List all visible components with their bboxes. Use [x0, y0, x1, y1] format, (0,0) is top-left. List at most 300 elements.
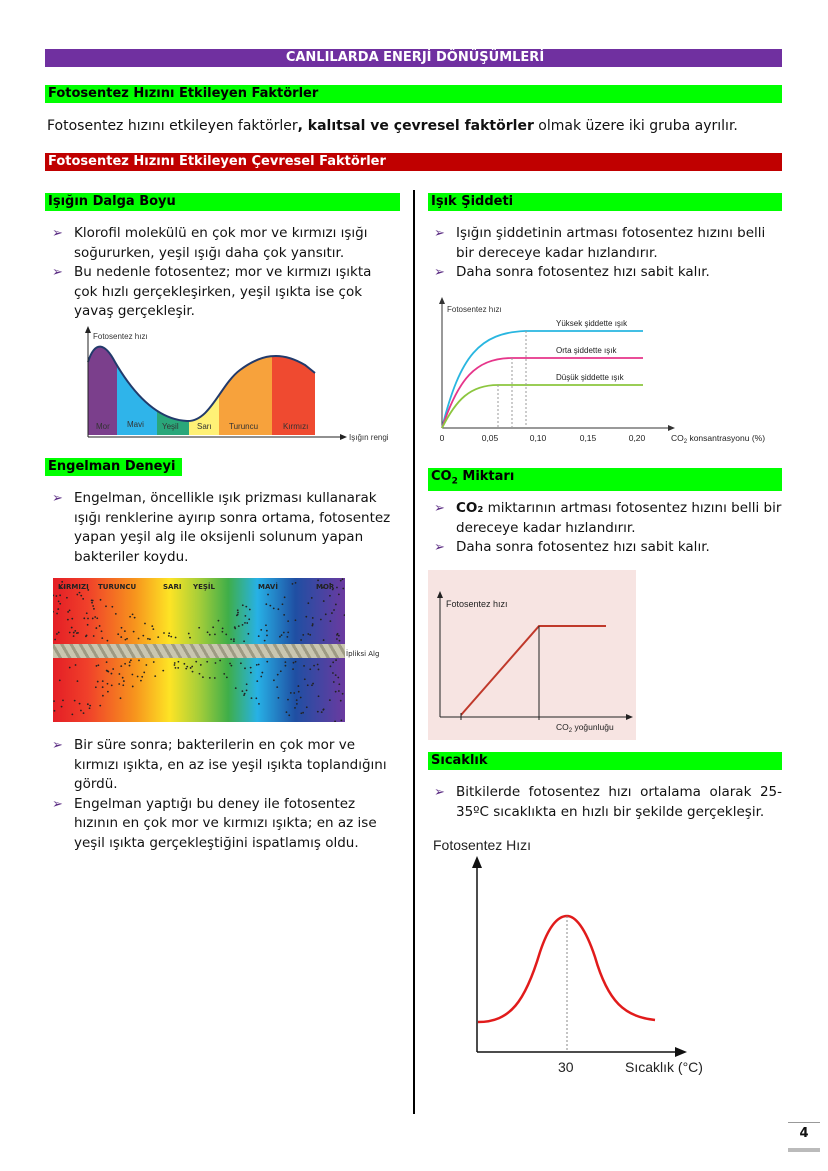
- bacterium-dot: [222, 627, 224, 629]
- bacterium-dot: [305, 616, 307, 618]
- bacterium-dot: [55, 595, 57, 597]
- bacterium-dot: [185, 668, 187, 670]
- x-axis-label: $CO_2$ yoğunluğu: [556, 722, 614, 734]
- bacterium-dot: [175, 667, 177, 669]
- bacterium-dot: [234, 626, 236, 628]
- bacterium-dot: [77, 680, 79, 682]
- bacterium-dot: [95, 627, 97, 629]
- x-axis-label: Sıcaklık (°C): [625, 1059, 703, 1075]
- bacterium-dot: [287, 699, 289, 701]
- y-axis-label: Fotosentez hızı: [93, 332, 148, 341]
- list-item: ➢ Daha sonra fotosentez hızı sabit kalır.: [430, 263, 782, 283]
- bacterium-dot: [214, 677, 216, 679]
- bacterium-dot: [121, 627, 123, 629]
- bacterium-dot: [290, 692, 292, 694]
- bacterium-dot: [111, 684, 113, 686]
- column-divider: [413, 190, 415, 1114]
- bacterium-dot: [337, 677, 339, 679]
- bacterium-dot: [285, 665, 287, 667]
- bacterium-dot: [332, 661, 334, 663]
- bacterium-dot: [96, 617, 98, 619]
- engelman-title: Engelman Deneyi: [45, 458, 182, 476]
- bacterium-dot: [284, 596, 286, 598]
- bacterium-dot: [198, 627, 200, 629]
- list-item: ➢ Klorofil molekülü en çok mor ve kırmızı ışığı soğururken, yeşil ışığı daha çok yansıtır.: [52, 225, 368, 261]
- bacterium-dot: [309, 668, 311, 670]
- bacterium-dot: [338, 690, 340, 692]
- bacterium-dot: [126, 638, 128, 640]
- bacterium-dot: [330, 665, 332, 667]
- bacterium-dot: [59, 603, 61, 605]
- bacterium-dot: [335, 659, 337, 661]
- bacterium-dot: [54, 710, 56, 712]
- bacterium-dot: [240, 662, 242, 664]
- bacterium-dot: [77, 632, 79, 634]
- bacterium-dot: [246, 690, 248, 692]
- x-tick: 0,15: [579, 433, 597, 443]
- section-title-factors: Fotosentez Hızını Etkileyen Faktörler: [45, 85, 782, 103]
- bacterium-dot: [260, 629, 262, 631]
- bacterium-dot: [298, 691, 300, 693]
- bacterium-dot: [303, 665, 305, 667]
- bacterium-dot: [69, 667, 71, 669]
- bacterium-dot: [244, 693, 246, 695]
- bacterium-dot: [183, 663, 185, 665]
- bacterium-dot: [178, 661, 180, 663]
- wavelength-chart: [80, 325, 400, 450]
- bacterium-dot: [312, 617, 314, 619]
- bacterium-dot: [273, 607, 275, 609]
- bacterium-dot: [233, 640, 235, 642]
- bacterium-dot: [318, 669, 320, 671]
- bacterium-dot: [215, 662, 217, 664]
- bacterium-dot: [120, 665, 122, 667]
- bacterium-dot: [140, 680, 142, 682]
- light-intensity-chart: [430, 295, 790, 450]
- bacterium-dot: [323, 639, 325, 641]
- bacterium-dot: [340, 719, 342, 721]
- bacterium-dot: [83, 712, 85, 714]
- bacterium-dot: [56, 613, 58, 615]
- peak-tick: 30: [558, 1059, 574, 1075]
- bacterium-dot: [67, 611, 69, 613]
- bacterium-dot: [296, 699, 298, 701]
- bacterium-dot: [58, 632, 60, 634]
- engelman-spectrum-figure: [53, 578, 345, 722]
- bacterium-dot: [338, 593, 340, 595]
- bacterium-dot: [89, 705, 91, 707]
- bacterium-dot: [300, 697, 302, 699]
- list-item: ➢ CO₂ miktarının artması fotosentez hızını belli bir dereceye kadar hızlandırır.: [434, 500, 782, 536]
- bacterium-dot: [269, 605, 271, 607]
- bacterium-dot: [174, 664, 176, 666]
- bacterium-dot: [200, 664, 202, 666]
- bacterium-dot: [287, 620, 289, 622]
- bacterium-dot: [283, 632, 285, 634]
- bacterium-dot: [53, 595, 54, 597]
- bacterium-dot: [258, 703, 260, 705]
- bacterium-dot: [83, 617, 85, 619]
- bacterium-dot: [61, 706, 63, 708]
- bacterium-dot: [288, 714, 290, 716]
- bacterium-dot: [89, 707, 91, 709]
- bacterium-dot: [242, 604, 244, 606]
- bacterium-dot: [132, 686, 134, 688]
- bacterium-dot: [102, 680, 104, 682]
- bacterium-dot: [131, 674, 133, 676]
- bacterium-dot: [134, 617, 136, 619]
- temperature-chart: [430, 832, 730, 1082]
- bacterium-dot: [144, 623, 146, 625]
- temperature-title: Sıcaklık: [428, 752, 782, 770]
- bacterium-dot: [74, 700, 76, 702]
- bacterium-dot: [141, 676, 143, 678]
- bacterium-dot: [62, 699, 64, 701]
- page-number-underline: [788, 1148, 820, 1152]
- bacterium-dot: [206, 661, 208, 663]
- bacterium-dot: [87, 703, 89, 705]
- bacterium-dot: [75, 664, 77, 666]
- bacterium-dot: [132, 613, 134, 615]
- bacterium-dot: [189, 637, 191, 639]
- bacterium-dot: [331, 612, 333, 614]
- page-header: CANLILARDA ENERJİ DÖNÜŞÜMLERİ: [45, 49, 782, 67]
- bacterium-dot: [258, 664, 260, 666]
- bacterium-dot: [69, 632, 71, 634]
- bacterium-dot: [255, 697, 257, 699]
- bacterium-dot: [69, 609, 71, 611]
- bacterium-dot: [332, 672, 334, 674]
- x-axis-label: Işığın rengi: [349, 433, 389, 442]
- bacterium-dot: [246, 622, 248, 624]
- bacterium-dot: [142, 635, 144, 637]
- bacterium-dot: [107, 691, 109, 693]
- bacterium-dot: [99, 705, 101, 707]
- bacterium-dot: [241, 690, 243, 692]
- bacterium-dot: [266, 635, 268, 637]
- bacterium-dot: [300, 639, 302, 641]
- arrow-bullet-icon: ➢: [434, 540, 445, 555]
- bacterium-dot: [120, 697, 122, 699]
- bacterium-dot: [247, 633, 249, 635]
- bacterium-dot: [199, 673, 201, 675]
- bacterium-dot: [80, 595, 82, 597]
- series-label-high: Yüksek şiddette ışık: [556, 319, 628, 328]
- bacterium-dot: [237, 609, 239, 611]
- bacterium-dot: [283, 614, 285, 616]
- bacterium-dot: [309, 634, 311, 636]
- bacterium-dot: [279, 636, 281, 638]
- bacterium-dot: [329, 699, 331, 701]
- bacterium-dot: [244, 667, 246, 669]
- bacterium-dot: [338, 683, 340, 685]
- list-item: ➢ Bir süre sonra; bakterilerin en çok mor ve kırmızı ışıkta, en az ise yeşil ışıkta toplandığını gördü.: [52, 737, 387, 792]
- bacterium-dot: [296, 703, 298, 705]
- bacterium-dot: [244, 622, 246, 624]
- bacterium-dot: [95, 686, 97, 688]
- bacterium-dot: [147, 638, 149, 640]
- bacterium-dot: [122, 677, 124, 679]
- bacterium-dot: [321, 711, 323, 713]
- bacterium-dot: [334, 721, 336, 722]
- bacterium-dot: [317, 711, 319, 713]
- bacterium-dot: [249, 609, 251, 611]
- bacterium-dot: [276, 686, 278, 688]
- bacterium-dot: [307, 602, 309, 604]
- bacterium-dot: [122, 684, 124, 686]
- bacterium-dot: [74, 630, 76, 632]
- page-number: 4: [788, 1122, 820, 1152]
- bacterium-dot: [286, 711, 288, 713]
- intro-pre: Fotosentez hızını etkileyen faktörler: [47, 118, 298, 134]
- bacterium-dot: [209, 677, 211, 679]
- x-tick: 0,10: [529, 433, 547, 443]
- bacterium-dot: [260, 676, 262, 678]
- bacterium-dot: [266, 630, 268, 632]
- bacterium-dot: [256, 680, 258, 682]
- bacterium-dot: [340, 700, 342, 702]
- bacterium-dot: [284, 661, 286, 663]
- list-item: ➢ Daha sonra fotosentez hızı sabit kalır.: [430, 538, 782, 558]
- list-item: ➢ Bitkilerde fotosentez hızı ortalama olarak 25-35ºC sıcaklıkta en hızlı bir şekilde gerçekleşir.: [434, 784, 782, 820]
- bacterium-dot: [212, 626, 214, 628]
- bacterium-dot: [71, 713, 73, 715]
- bacterium-dot: [339, 640, 341, 642]
- bacterium-dot: [115, 613, 117, 615]
- bacterium-dot: [157, 636, 159, 638]
- bacterium-dot: [243, 640, 245, 642]
- arrow-bullet-icon: ➢: [52, 738, 63, 753]
- bacterium-dot: [265, 624, 267, 626]
- bacterium-dot: [248, 618, 250, 620]
- bacterium-dot: [168, 635, 170, 637]
- bacterium-dot: [145, 664, 147, 666]
- bacterium-dot: [294, 707, 296, 709]
- bacterium-dot: [258, 635, 260, 637]
- bacterium-dot: [335, 604, 337, 606]
- bacterium-dot: [191, 666, 193, 668]
- bacterium-dot: [261, 672, 263, 674]
- bacterium-dot: [91, 602, 93, 604]
- bacterium-dot: [338, 635, 340, 637]
- bacterium-dot: [170, 636, 172, 638]
- bacterium-dot: [73, 635, 75, 637]
- co2-title: $CO_2$ Miktarı: [428, 468, 782, 491]
- bacterium-dot: [118, 673, 120, 675]
- bacterium-dot: [138, 638, 140, 640]
- bacterium-dot: [154, 675, 156, 677]
- bacterium-dot: [273, 679, 275, 681]
- bacterium-dot: [312, 623, 314, 625]
- x-tick: 0,20: [628, 433, 646, 443]
- bacterium-dot: [137, 676, 139, 678]
- bacterium-dot: [129, 616, 131, 618]
- bacterium-dot: [295, 661, 297, 663]
- bacterium-dot: [107, 683, 109, 685]
- y-axis-label: Fotosentez hızı: [446, 599, 508, 609]
- bacterium-dot: [317, 664, 319, 666]
- bacterium-dot: [93, 608, 95, 610]
- bacterium-dot: [302, 712, 304, 714]
- bacterium-dot: [295, 619, 297, 621]
- bacterium-dot: [91, 599, 93, 601]
- bacterium-dot: [175, 637, 177, 639]
- bacterium-dot: [287, 631, 289, 633]
- arrow-bullet-icon: ➢: [434, 785, 445, 800]
- bacterium-dot: [340, 580, 342, 582]
- bacterium-dot: [304, 678, 306, 680]
- bacterium-dot: [322, 709, 324, 711]
- bacterium-dot: [267, 594, 269, 596]
- bacterium-dot: [66, 597, 68, 599]
- bacterium-dot: [230, 638, 232, 640]
- x-tick: 0,05: [481, 433, 499, 443]
- bacteria-dots: [53, 578, 345, 722]
- bacterium-dot: [153, 661, 155, 663]
- bacterium-dot: [86, 612, 88, 614]
- bacterium-dot: [281, 634, 283, 636]
- bacterium-dot: [93, 635, 95, 637]
- bacterium-dot: [143, 672, 145, 674]
- bacterium-dot: [53, 611, 54, 613]
- bacterium-dot: [244, 615, 246, 617]
- bacterium-dot: [226, 676, 228, 678]
- engelman-bullets-2: [48, 736, 400, 853]
- list-item: ➢ Engelman, öncellikle ışık prizması kullanarak ışığı renklerine ayırıp sonra ortama, fotosentez yapan yeşil alg ile oksijenli solunum yapan bakteriler koydu.: [52, 490, 391, 565]
- bacterium-dot: [152, 628, 154, 630]
- bacterium-dot: [195, 661, 197, 663]
- bacterium-dot: [342, 693, 344, 695]
- arrow-bullet-icon: ➢: [52, 265, 63, 280]
- bacterium-dot: [80, 710, 82, 712]
- bacterium-dot: [101, 630, 103, 632]
- bacterium-dot: [333, 681, 335, 683]
- bacterium-dot: [307, 684, 309, 686]
- bacterium-dot: [302, 634, 304, 636]
- bacterium-dot: [320, 619, 322, 621]
- x-axis-label: $CO_2$ konsantrasyonu (%): [671, 433, 766, 445]
- co2-chart: [428, 570, 636, 740]
- bacterium-dot: [245, 606, 247, 608]
- co2-bullets: [430, 499, 782, 558]
- arrow-bullet-icon: ➢: [434, 226, 445, 241]
- list-item: ➢ Engelman yaptığı bu deney ile fotosentez hızının en çok mor ve kırmızı ışıkta; en az ise yeşil ışıkta gerçekleştiğini ispatlamış oldu.: [52, 795, 377, 851]
- bacterium-dot: [92, 618, 94, 620]
- bacterium-dot: [266, 661, 268, 663]
- bacterium-dot: [133, 631, 135, 633]
- intensity-title: Işık Şiddeti: [428, 193, 782, 211]
- bacterium-dot: [118, 683, 120, 685]
- bacterium-dot: [53, 700, 55, 702]
- wavelength-title: Işığın Dalga Boyu: [45, 193, 400, 211]
- arrow-bullet-icon: ➢: [434, 265, 445, 280]
- intensity-bullets: [430, 224, 782, 283]
- bacterium-dot: [237, 614, 239, 616]
- bacterium-dot: [124, 663, 126, 665]
- series-label-low: Düşük şiddette ışık: [556, 373, 624, 382]
- bacterium-dot: [56, 633, 58, 635]
- intro-text: [47, 117, 738, 137]
- bacterium-dot: [92, 605, 94, 607]
- bacterium-dot: [312, 683, 314, 685]
- bacterium-dot: [342, 578, 344, 580]
- bacterium-dot: [238, 625, 240, 627]
- bacterium-dot: [130, 659, 132, 661]
- intro-post: olmak üzere iki gruba ayrılır.: [533, 118, 738, 134]
- band-label: Mor: [96, 422, 110, 431]
- website-link[interactable]: www.biodefterim.com: [565, 1104, 727, 1119]
- bacterium-dot: [335, 674, 337, 676]
- bacterium-dot: [79, 703, 81, 705]
- bacterium-dot: [311, 625, 313, 627]
- bacterium-dot: [233, 638, 235, 640]
- bacterium-dot: [124, 630, 126, 632]
- bacterium-dot: [246, 683, 248, 685]
- bacterium-dot: [311, 597, 313, 599]
- bacterium-dot: [71, 627, 73, 629]
- bacterium-dot: [218, 620, 220, 622]
- bacterium-dot: [209, 634, 211, 636]
- engelman-bullets-1: [48, 489, 400, 567]
- bacterium-dot: [251, 697, 253, 699]
- bacterium-dot: [325, 613, 327, 615]
- bacterium-dot: [71, 618, 73, 620]
- bacterium-dot: [111, 673, 113, 675]
- bacterium-dot: [318, 695, 320, 697]
- list-item: ➢ Işığın şiddetinin artması fotosentez hızını belli bir dereceye kadar hızlandırır.: [434, 225, 766, 261]
- bacterium-dot: [280, 670, 282, 672]
- bacterium-dot: [250, 672, 252, 674]
- bacterium-dot: [82, 598, 84, 600]
- bacterium-dot: [162, 670, 164, 672]
- band-label: Kırmızı: [283, 422, 309, 431]
- band-label: Mavi: [127, 420, 144, 429]
- bacterium-dot: [300, 712, 302, 714]
- x-tick: 0: [439, 433, 445, 443]
- bacterium-dot: [277, 674, 279, 676]
- bacterium-dot: [163, 632, 165, 634]
- bacterium-dot: [102, 695, 104, 697]
- bacterium-dot: [168, 632, 170, 634]
- series-label-medium: Orta şiddette ışık: [556, 346, 617, 355]
- bacterium-dot: [87, 618, 89, 620]
- spectrum-color-labels: KIRMIZI TURUNCU SARI YEŞİL MAVİ MOR: [58, 583, 335, 591]
- band-label: Yeşil: [162, 422, 179, 431]
- bacterium-dot: [292, 668, 294, 670]
- bacterium-dot: [120, 636, 122, 638]
- bacterium-dot: [286, 636, 288, 638]
- bacterium-dot: [129, 665, 131, 667]
- bacterium-dot: [112, 668, 114, 670]
- bacterium-dot: [329, 620, 331, 622]
- bacterium-dot: [101, 637, 103, 639]
- bacterium-dot: [329, 595, 331, 597]
- bacterium-dot: [242, 624, 244, 626]
- bacterium-dot: [202, 676, 204, 678]
- bacterium-dot: [344, 614, 345, 616]
- bacterium-dot: [97, 664, 99, 666]
- bacterium-dot: [278, 697, 280, 699]
- bacterium-dot: [225, 634, 227, 636]
- bacterium-dot: [333, 609, 335, 611]
- bacterium-dot: [125, 639, 127, 641]
- bacterium-dot: [229, 663, 231, 665]
- bacterium-dot: [190, 667, 192, 669]
- bacterium-dot: [230, 665, 232, 667]
- bacterium-dot: [123, 680, 125, 682]
- bacterium-dot: [307, 633, 309, 635]
- bacterium-dot: [235, 687, 237, 689]
